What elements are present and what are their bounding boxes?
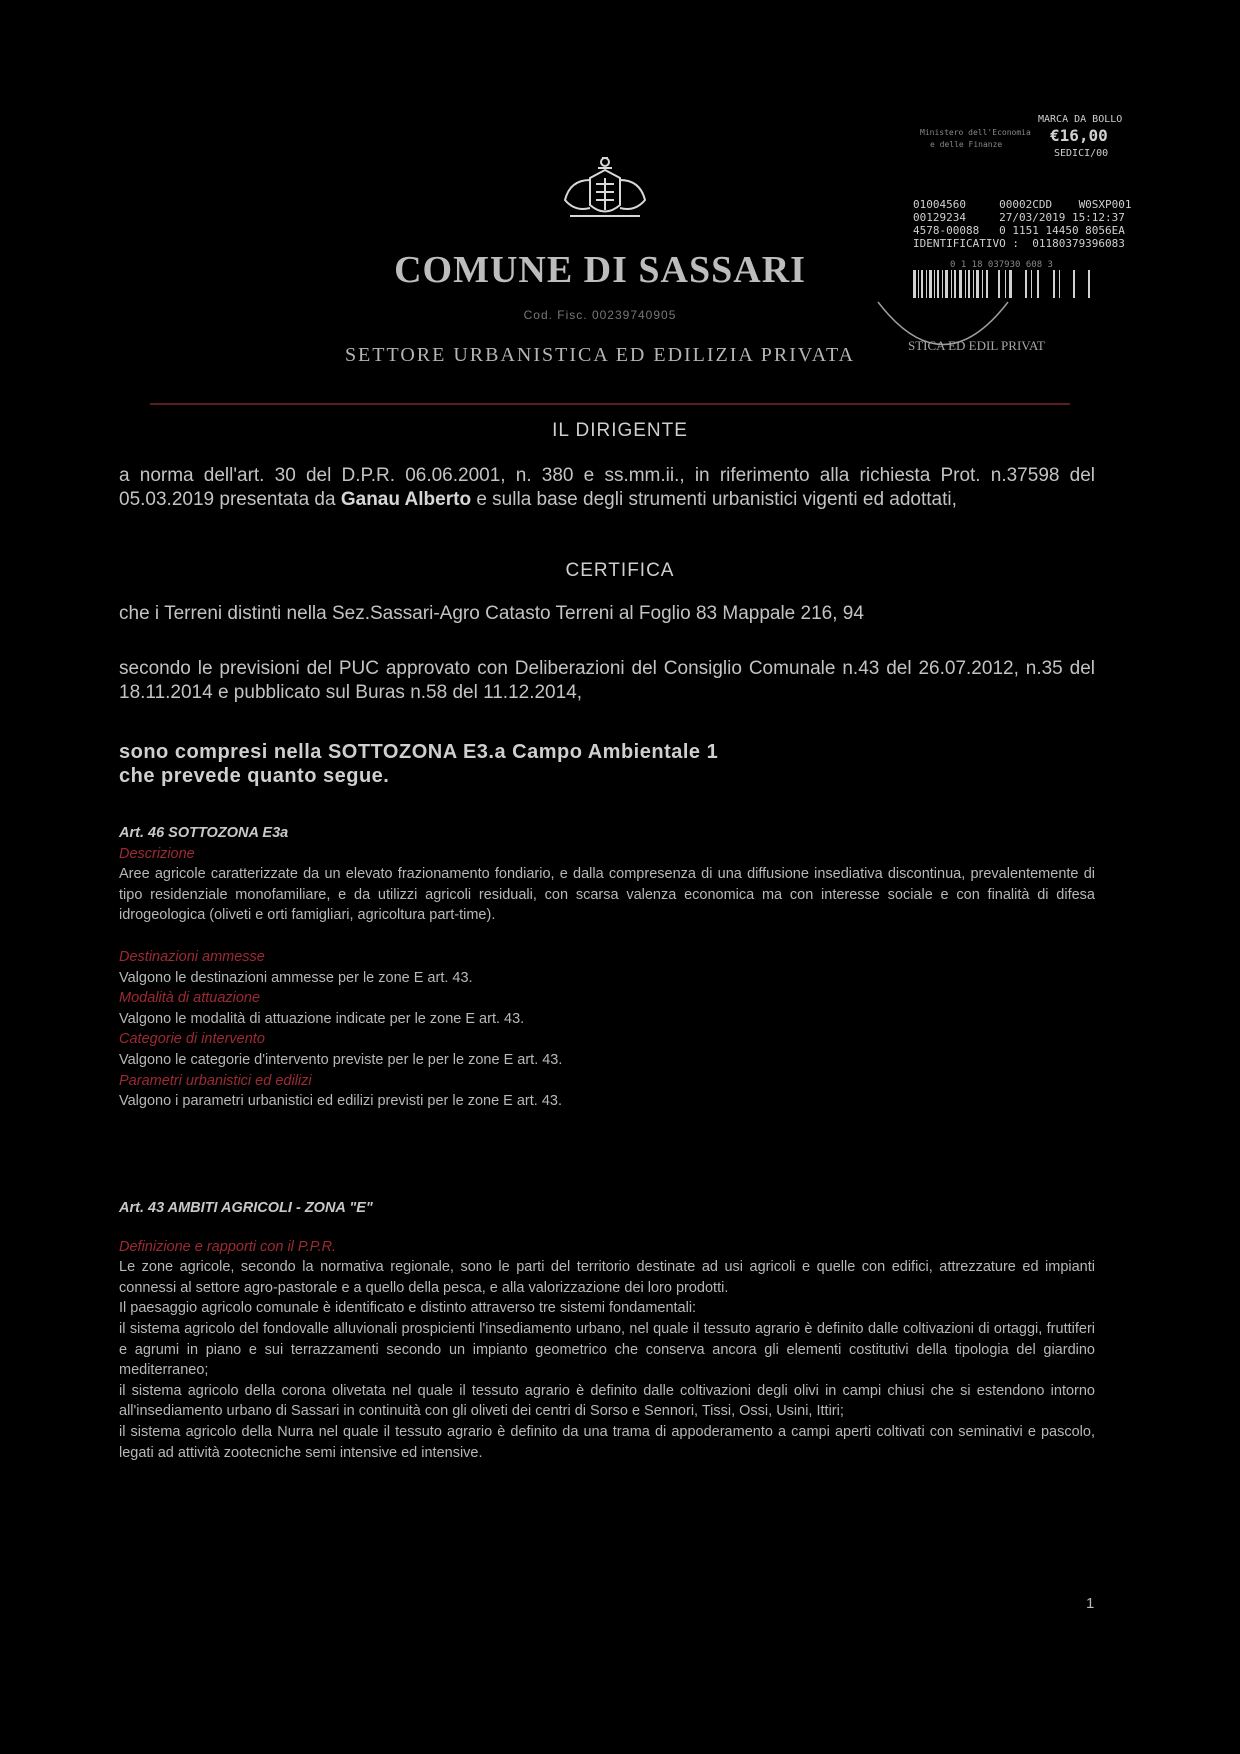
applicant-name: Ganau Alberto: [340, 489, 472, 510]
art43-paragraph-2: Il paesaggio agricolo comunale è identificato e distinto attraverso tre sistemi fondamentali:: [119, 1300, 697, 1317]
destinazioni-text: Valgono le destinazioni ammesse per le zone E art. 43.: [119, 969, 473, 986]
fiscal-code: Cod. Fisc. 00239740905: [523, 308, 677, 322]
art43-paragraph-4: il sistema agricolo della corona olivetata nel quale il tessuto agrario è definito dalle coltivazioni degli olivi in campi chiusi che si estendono intorno all'insediamento urbano di Sassari in continuità con gli oliveti dei centri di Sorso e Sennori, Tissi, Ossi, Usini, Ittiri;: [119, 1382, 1095, 1420]
parametri-label: Parametri urbanistici ed edilizi: [119, 1072, 312, 1089]
office-seal: [868, 292, 1045, 372]
stamp-ministero: Ministero dell'Economia: [920, 128, 1031, 137]
department-name: SETTORE URBANISTICA ED EDILIZIA PRIVATA: [344, 344, 856, 366]
descrizione-text: Aree agricole caratterizzate da un elevato frazionamento fondiario, e dalla compresenza di una diffusione insediativa discontinua, prevalentemente di tipo residenziale monofamiliare, e da utilizzi agricoli residuali, con scarsa valenza economica ma con interesse sociale e con finalità di difesa idrogeologica (oliveti e orti famigliari, agricoltura part-time).: [119, 866, 1095, 924]
art43-paragraph-1: Le zone agricole, secondo la normativa regionale, sono le parti del territorio destinate ad usi agricoli e quelle con edifici, attrezzature ed impianti connessi al settore agro-pastorale e a quello della pesca, e alla valorizzazione dei loro prodotti.: [119, 1259, 1095, 1296]
revenue-stamp: [910, 100, 1130, 310]
modalita-text: Valgono le modalità di attuazione indicate per le zone E art. 43.: [119, 1010, 525, 1027]
art46-section: [119, 823, 1095, 1112]
definizione-label: Definizione e rapporti con il P.P.R.: [119, 1238, 337, 1255]
art46-title: Art. 46 SOTTOZONA E3a: [119, 825, 289, 841]
zona-line-1: sono compresi nella SOTTOZONA E3.a Campo Ambientale 1: [119, 741, 719, 763]
header-divider: [150, 403, 1070, 405]
city-coat-of-arms: [550, 150, 660, 230]
terreni-paragraph: che i Terreni distinti nella Sez.Sassari-Agro Catasto Terreni al Foglio 83 Mappale 216, 94: [119, 603, 864, 624]
descrizione-label: Descrizione: [119, 845, 195, 862]
document-title: IL DIRIGENTE: [552, 420, 688, 441]
puc-paragraph: secondo le previsioni del PUC approvato con Deliberazioni del Consiglio Comunale n.43 del 26.07.2012, n.35 del 18.11.2014 e pubblicato sul Buras n.58 del 11.12.2014,: [119, 658, 1095, 703]
art43-paragraph-5: il sistema agricolo della Nurra nel quale il tessuto agrario è definito da una trama di appoderamento a campi aperti coltivati con seminativi e pascolo, legati ad attività zootecniche semi intensive ed intensive.: [119, 1423, 1095, 1461]
categorie-text: Valgono le categorie d'intervento previste per le per le zone E art. 43.: [119, 1051, 563, 1068]
stamp-finanze: e delle Finanze: [930, 140, 1003, 149]
stamp-amount-words: SEDICI/00: [1054, 148, 1109, 159]
office-seal-text: STICA ED EDIL PRIVAT: [908, 338, 1045, 353]
stamp-amount: €16,00: [1050, 126, 1108, 145]
intro-text-part1: a norma dell'art. 30 del D.P.R. 06.06.2001, n. 380 e ss.mm.ii., in riferimento alla richiesta Prot. n.37598 del 05.03.2019 presentata da: [119, 465, 1095, 510]
art43-section: [119, 1198, 1095, 1463]
intro-text-part2: e sulla base degli strumenti urbanistici vigenti ed adottati,: [471, 489, 957, 510]
art43-title: Art. 43 AMBITI AGRICOLI - ZONA "E": [119, 1200, 373, 1216]
zona-line-2: che prevede quanto segue.: [119, 765, 390, 787]
page-number: 1: [1086, 1595, 1095, 1612]
modalita-label: Modalità di attuazione: [119, 990, 261, 1007]
art43-paragraph-3: il sistema agricolo del fondovalle alluvionali prospicienti l'insediamento urbano, nel quale il tessuto agrario è definito dalle coltivazioni di ortaggi, fruttiferi e agrumi in piano e sui terrazzamenti secondo un impianto geometrico che conserva ancora gli elementi costitutivi della tipologia del giardino mediterraneo;: [119, 1320, 1095, 1379]
parametri-text: Valgono i parametri urbanistici ed edilizi previsti per le zone E art. 43.: [119, 1093, 563, 1110]
intro-paragraph: [119, 464, 1095, 512]
stamp-title: MARCA DA BOLLO: [1038, 114, 1123, 125]
stamp-barcode-number: 0 1 18 037930 608 3: [950, 260, 1053, 270]
comune-title: COMUNE DI SASSARI: [394, 249, 806, 291]
destinazioni-label: Destinazioni ammesse: [119, 948, 265, 965]
stamp-codes: 01004560 00002CDD W0SXP001 00129234 27/03/2019 15:12:37 4578-00088 0 1151 14450 8056EA IDENTIFICATIVO : 01180379396083: [913, 198, 1132, 250]
certifica-heading: CERTIFICA: [565, 560, 675, 581]
categorie-label: Categorie di intervento: [119, 1031, 265, 1048]
